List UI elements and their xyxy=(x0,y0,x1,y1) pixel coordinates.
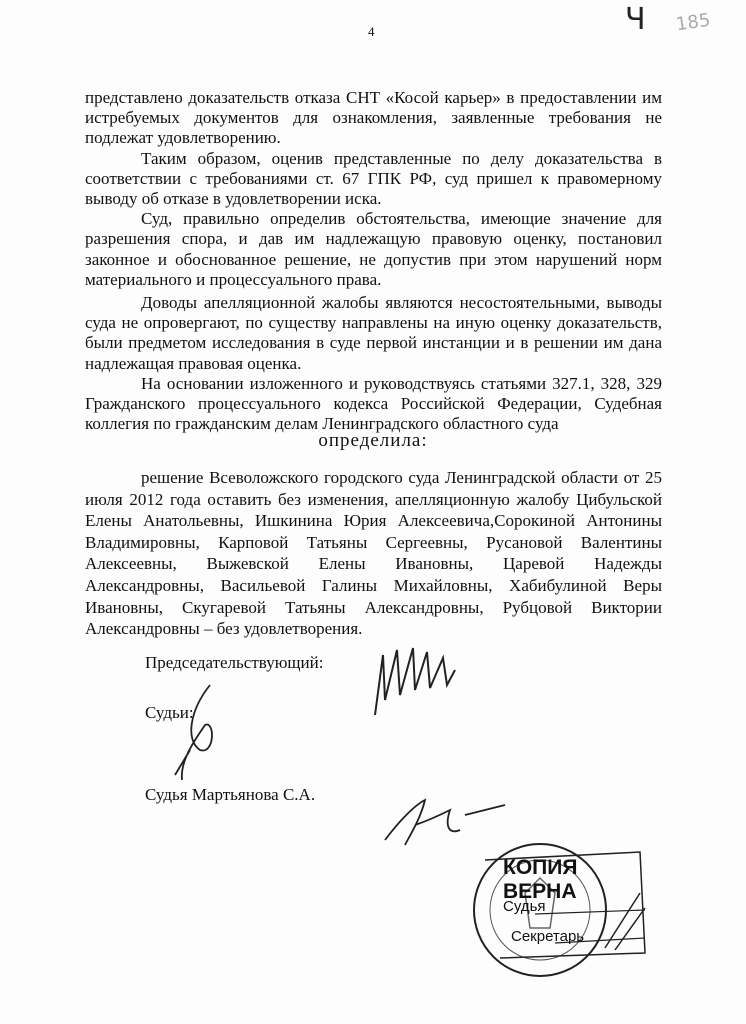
handwritten-page-number: 185 xyxy=(674,9,712,36)
stamp-secretary-label: Секретарь xyxy=(511,928,585,945)
body-line: подлежат удовлетворению. xyxy=(85,128,281,148)
body-line: суда не опровергают, по существу направлены на иную оценку доказательств, xyxy=(85,313,662,333)
ruling-line: Ивановны, Скугаревой Татьяны Александровны, Рубцовой Виктории xyxy=(85,597,662,617)
judges-label: Судьи: xyxy=(145,703,194,722)
ruling-line: Владимировны, Карповой Татьяны Сергеевны, Русановой Валентины xyxy=(85,532,662,552)
ruling-line: Александровны – без удовлетворения. xyxy=(85,619,363,639)
body-line: коллегия по гражданским делам Ленинградского областного суда xyxy=(85,414,559,434)
official-stamp xyxy=(455,838,655,988)
page-number: 4 xyxy=(368,24,375,39)
body-line: были предметом исследования в суде первой инстанции и в решении им дана xyxy=(85,333,662,353)
ruling-line: решение Всеволожского городского суда Ленинградской области от 25 xyxy=(141,468,662,487)
ruling-line: Александровны, Васильевой Галины Михайловны, Хабибулиной Веры xyxy=(85,576,662,595)
body-line: представлено доказательств отказа СНТ «Косой карьер» в предоставлении им xyxy=(85,88,662,107)
signature-presiding xyxy=(355,640,465,720)
body-line: Гражданского процессуального кодекса Российской Федерации, Судебная xyxy=(85,394,662,413)
handwritten-mark: Ч xyxy=(625,2,646,37)
signature-judge-1 xyxy=(160,680,240,790)
body-line: законное и обоснованное решение, не допустив при этом нарушений норм xyxy=(85,249,662,269)
ruling-line: Алексеевны, Выжевской Елены Ивановны, Царевой Надежды xyxy=(85,554,662,574)
body-line: соответствии с требованиями ст. 67 ГПК РФ, суд пришел к правомерному xyxy=(85,168,662,188)
presiding-label: Председательствующий: xyxy=(145,653,324,672)
body-line: разрешения спора, и дав им надлежащую правовую оценку, постановил xyxy=(85,229,662,249)
body-line: Доводы апелляционной жалобы являются несостоятельными, выводы xyxy=(141,293,662,312)
body-line: надлежащая правовая оценка. xyxy=(85,353,302,373)
judge-name: Судья Мартьянова С.А. xyxy=(145,785,316,804)
ruling-line: июля 2012 года оставить без изменения, апелляционную жалобу Цибульской xyxy=(85,489,662,509)
stamp-judge-label: Судья xyxy=(503,898,546,915)
body-line: материального и процессуального права. xyxy=(85,269,382,289)
body-line: Суд, правильно определив обстоятельства, имеющие значение для xyxy=(141,209,662,229)
body-line: Таким образом, оценив представленные по делу доказательства в xyxy=(141,148,662,168)
body-line: выводу об отказе в удовлетворении иска. xyxy=(85,189,382,208)
body-line: На основании изложенного и руководствуясь статьями 327.1, 328, 329 xyxy=(141,373,662,393)
stamp-title: КОПИЯ ВЕРНА xyxy=(503,856,578,903)
body-line: истребуемых документов для ознакомления, заявленные требования не xyxy=(85,108,662,128)
ruling-line: Елены Анатольевны, Ишкинина Юрия Алексеевича,Сорокиной Антонины xyxy=(85,511,662,531)
ruling-heading: определила: xyxy=(318,430,428,451)
